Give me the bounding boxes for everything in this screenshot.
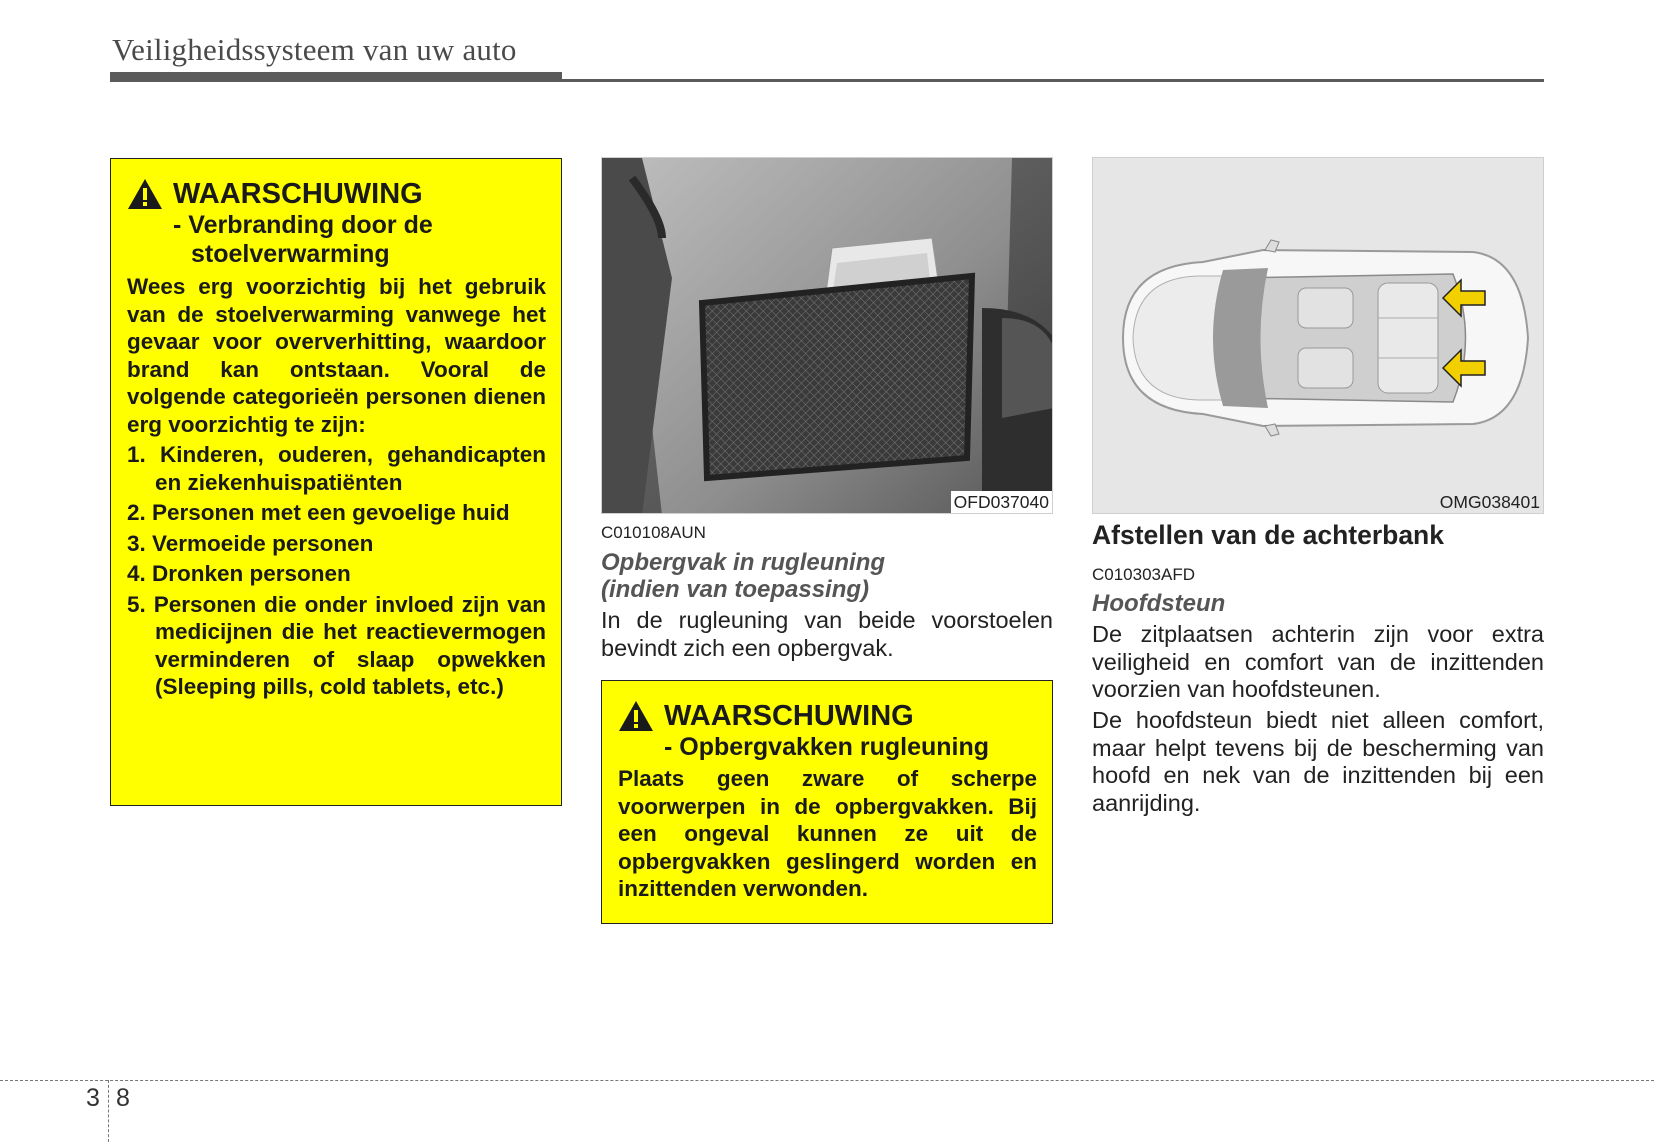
warning-list: [127, 441, 546, 701]
warning-heading: [127, 177, 546, 211]
image-code-label: OMG038401: [1437, 491, 1543, 513]
warning-heading-text: WAARSCHUWING: [664, 700, 914, 732]
subheading: Hoofdsteun: [1092, 590, 1226, 617]
warning-triangle-icon: [618, 700, 654, 732]
warning-triangle-icon: [127, 178, 163, 210]
list-item: 3. Vermoeide personen: [127, 530, 374, 556]
warning-body: Plaats geen zware of scherpe voorwerpen in de opbergvakken. Bij een ongeval kunnen ze uit de opbergvakken geslingerd worden en inzittenden verwonden.: [618, 766, 1037, 901]
section-number: 3: [86, 1084, 100, 1112]
warning-body: Wees erg voorzichtig bij het gebruik van de stoelverwarming vanwege het gevaar voor oververhitting, waardoor brand kan ontstaan. Vooral de volgende categorieën personen dienen erg voorzichtig te zijn:: [127, 274, 546, 437]
section-title: Afstellen van de achterbank: [1092, 520, 1444, 550]
warning-subtitle: - Opbergvakken rugleuning: [664, 733, 990, 761]
reference-code: C010108AUN: [601, 523, 706, 542]
paragraph-2: De hoofdsteun biedt niet alleen comfort, maar helpt tevens bij de bescherming van hoofd en nek van de inzittenden bij een aanrijding.: [1092, 707, 1544, 816]
page-number: 8: [116, 1084, 130, 1112]
warning-box-seat-heating: [110, 158, 562, 806]
list-item: 1. Kinderen, ouderen, gehandicapten en ziekenhuispatiënten: [127, 442, 546, 495]
list-item: 2. Personen met een gevoelige huid: [127, 500, 510, 525]
warning-subtitle-line1: - Verbranding door de: [173, 211, 433, 239]
reference-code: C010303AFD: [1092, 565, 1196, 584]
footer-divider: [108, 1080, 109, 1142]
car-top-view-photo: [1092, 157, 1544, 514]
footer-rule: [0, 1080, 1654, 1081]
warning-box-seatback-pocket: [601, 680, 1053, 924]
page-header-title: Veiligheidssysteem van uw auto: [112, 32, 517, 67]
list-item: 5. Personen die onder invloed zijn van medicijnen die het reactievermogen verminderen of slaap opwekken (Sleeping pills, cold tablets, etc.): [127, 591, 546, 699]
subheading-line1: Opbergvak in rugleuning: [601, 549, 886, 576]
subheading-line2: (indien van toepassing): [601, 576, 870, 603]
image-code-label: OFD037040: [951, 491, 1052, 513]
warning-heading: [618, 699, 1037, 733]
header-rule-thick: [110, 72, 562, 82]
paragraph-1: De zitplaatsen achterin zijn voor extra veiligheid en comfort van de inzittenden voorzien van hoofdsteunen.: [1092, 621, 1544, 702]
seatback-pocket-photo: [601, 157, 1053, 514]
warning-heading-text: WAARSCHUWING: [173, 178, 423, 210]
warning-subtitle-line2: stoelverwarming: [191, 240, 390, 268]
list-item: 4. Dronken personen: [127, 561, 351, 586]
paragraph: In de rugleuning van beide voorstoelen bevindt zich een opbergvak.: [601, 607, 1053, 661]
header-rule-thin: [562, 79, 1544, 82]
